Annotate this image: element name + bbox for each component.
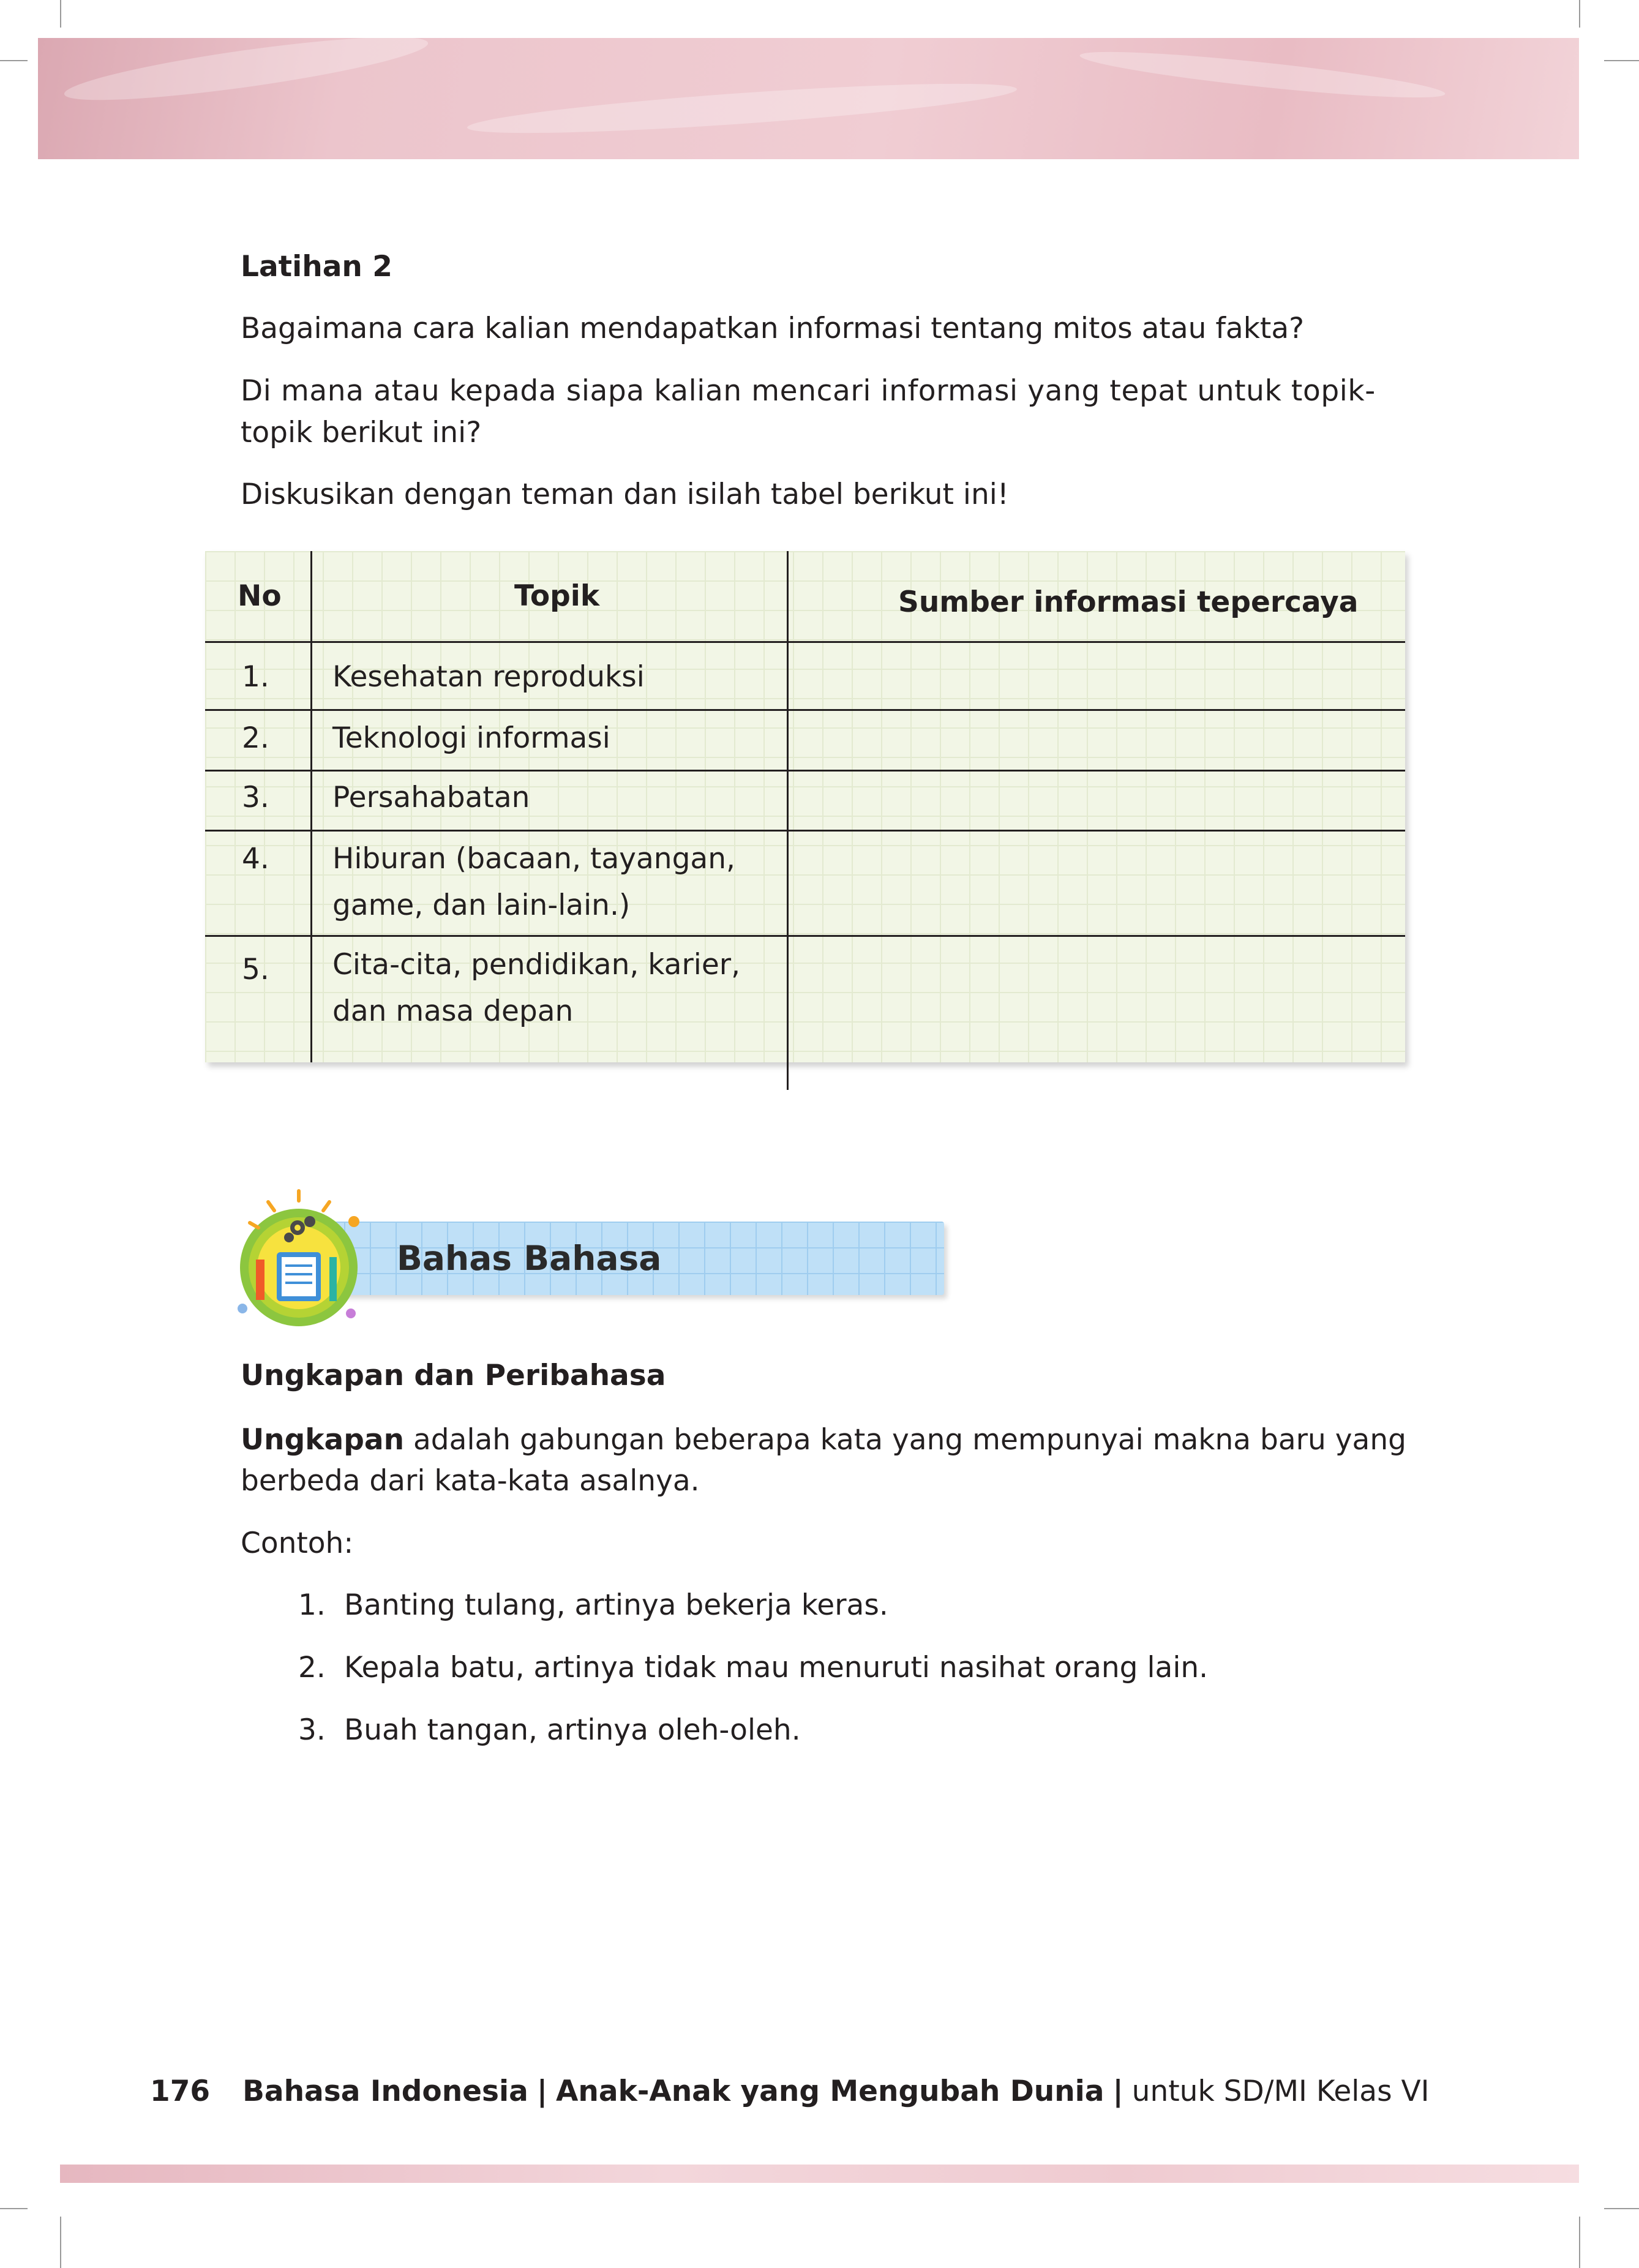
example-item: Banting tulang, artinya bekerja keras.	[344, 1588, 888, 1622]
example-number: 2.	[298, 1651, 326, 1684]
page-footer	[150, 2071, 1430, 2112]
row-topic: game, dan lain-lain.)	[332, 888, 631, 922]
row-number: 4.	[242, 842, 269, 876]
example-label: Contoh:	[241, 1526, 354, 1560]
crop-mark	[1604, 2208, 1639, 2209]
footer-separator: |	[1112, 2075, 1123, 2108]
table-rule	[787, 551, 789, 1090]
row-number: 2.	[242, 721, 269, 755]
crop-mark	[60, 2217, 61, 2268]
table-rule	[310, 551, 312, 1062]
header-source: Sumber informasi tepercaya	[898, 585, 1359, 619]
row-topic: Persahabatan	[332, 781, 530, 814]
page-number: 176	[150, 2075, 211, 2108]
exercise-title: Latihan 2	[241, 250, 392, 284]
footer-separator: |	[536, 2075, 548, 2108]
crop-mark	[1604, 60, 1639, 61]
row-topic: Teknologi informasi	[332, 721, 610, 755]
crop-mark	[0, 2208, 28, 2209]
example-item: Buah tangan, artinya oleh-oleh.	[344, 1713, 801, 1747]
example-number: 1.	[298, 1588, 326, 1622]
header-banner	[38, 38, 1579, 159]
definition-term: Ungkapan	[241, 1423, 405, 1457]
footer-book-title: Anak-Anak yang Mengubah Dunia	[556, 2075, 1105, 2108]
definition-line1	[241, 1419, 1406, 1461]
exercise-instruction-line2: topik berikut ini?	[241, 416, 482, 449]
section-title: Bahas Bahasa	[397, 1239, 662, 1278]
table-rule	[205, 935, 1405, 937]
header-topic: Topik	[514, 579, 600, 613]
table-rule	[205, 770, 1405, 772]
row-topic: Hiburan (bacaan, tayangan,	[332, 842, 735, 876]
crop-mark	[1579, 0, 1580, 28]
example-number: 3.	[298, 1713, 326, 1747]
example-item: Kepala batu, artinya tidak mau menuruti nasihat orang lain.	[344, 1651, 1209, 1684]
table-rule	[205, 709, 1405, 711]
crop-mark	[60, 0, 61, 28]
table-rule	[205, 641, 1405, 643]
topic-table	[205, 551, 1405, 1062]
footer-audience: untuk SD/MI Kelas VI	[1131, 2075, 1430, 2108]
section-subtitle: Ungkapan dan Peribahasa	[241, 1359, 666, 1392]
row-number: 1.	[242, 660, 269, 694]
row-topic: Kesehatan reproduksi	[332, 660, 645, 694]
exercise-question: Bagaimana cara kalian mendapatkan informasi tentang mitos atau fakta?	[241, 312, 1305, 345]
footer-subject: Bahasa Indonesia	[242, 2075, 528, 2108]
row-number: 5.	[242, 953, 269, 986]
crop-mark	[0, 60, 28, 61]
footer-strip	[60, 2165, 1579, 2183]
row-topic: Cita-cita, pendidikan, karier,	[332, 948, 741, 982]
lightbulb-book-icon	[231, 1185, 366, 1332]
definition-text: adalah gabungan beberapa kata yang mempunyai makna baru yang	[404, 1423, 1406, 1457]
exercise-task: Diskusikan dengan teman dan isilah tabel berikut ini!	[241, 478, 1009, 511]
table-rule	[205, 830, 1405, 832]
row-topic: dan masa depan	[332, 994, 574, 1028]
exercise-instruction-line1: Di mana atau kepada siapa kalian mencari informasi yang tepat untuk topik-	[241, 374, 1376, 408]
crop-mark	[1579, 2217, 1580, 2268]
row-number: 3.	[242, 781, 269, 814]
header-no: No	[238, 579, 282, 613]
definition-line2: berbeda dari kata-kata asalnya.	[241, 1464, 700, 1498]
